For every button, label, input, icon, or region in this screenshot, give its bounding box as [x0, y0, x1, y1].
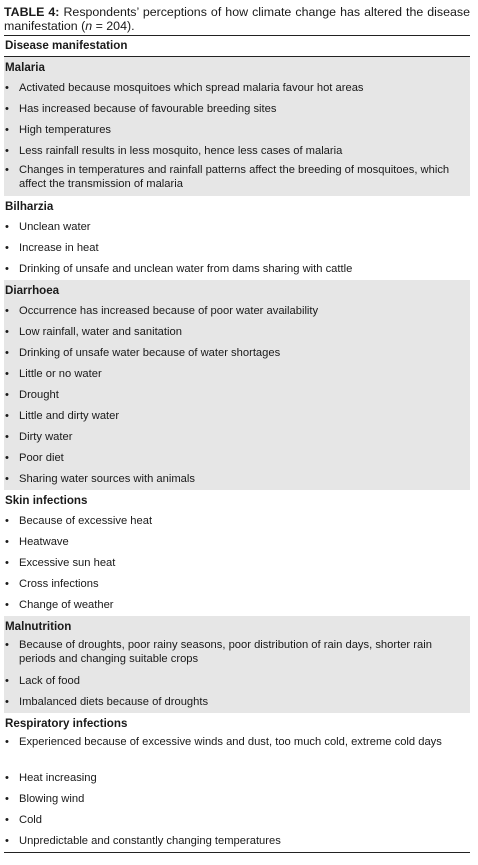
list-item — [5, 831, 470, 852]
list-item — [5, 78, 470, 99]
list-item — [5, 385, 470, 406]
list-item — [5, 141, 470, 162]
bullet-icon: • — [5, 388, 9, 401]
bullet-icon: • — [5, 346, 9, 359]
list-item-text: Poor diet — [19, 451, 64, 464]
bullet-icon: • — [5, 834, 9, 847]
table-label: TABLE 4: — [4, 5, 60, 19]
list-item — [5, 238, 470, 259]
list-item — [5, 671, 470, 692]
list-item-text: Less rainfall results in less mosquito, hence less cases of malaria — [19, 144, 343, 157]
bullet-icon: • — [5, 164, 9, 176]
section-skin-infections — [4, 490, 470, 616]
list-item-text: Changes in temperatures and rainfall patterns affect the breeding of mosquitoes, which affect the transmission of malaria — [19, 164, 450, 190]
caption-text-end: = 204). — [92, 19, 135, 33]
list-item-text: Excessive sun heat — [19, 556, 116, 569]
list-item — [5, 469, 470, 490]
bullet-icon: • — [5, 736, 9, 748]
list-item — [5, 532, 470, 553]
list-item-text: Experienced because of excessive winds and dust, too much cold, extreme cold days — [19, 736, 442, 748]
list-item-text: Little or no water — [19, 367, 102, 380]
list-item-text: Unpredictable and constantly changing temperatures — [19, 834, 281, 847]
bullet-icon: • — [5, 535, 9, 548]
list-item-text: Increase in heat — [19, 241, 99, 254]
bullet-icon: • — [5, 304, 9, 317]
column-header: Disease manifestation — [5, 39, 128, 52]
bullet-icon: • — [5, 430, 9, 443]
section-malaria — [4, 57, 470, 196]
list-item — [5, 259, 470, 280]
bullet-icon: • — [5, 792, 9, 805]
list-item — [5, 343, 470, 364]
list-item-text: Blowing wind — [19, 792, 85, 805]
list-item — [5, 301, 470, 322]
list-item — [5, 692, 470, 713]
section-title: Skin infections — [5, 494, 88, 507]
list-item-text: Low rainfall, water and sanitation — [19, 325, 182, 338]
bullet-icon: • — [5, 771, 9, 784]
list-item — [5, 810, 470, 831]
bottom-rule — [4, 852, 470, 853]
bullet-icon: • — [5, 102, 9, 115]
bullet-icon: • — [5, 451, 9, 464]
list-item — [5, 511, 470, 532]
section-title: Bilharzia — [5, 200, 54, 213]
list-item — [5, 427, 470, 448]
list-item — [5, 789, 470, 810]
bullet-icon: • — [5, 472, 9, 485]
bullet-icon: • — [5, 695, 9, 708]
list-item — [5, 99, 470, 120]
list-item — [5, 217, 470, 238]
bullet-icon: • — [5, 556, 9, 569]
bullet-icon: • — [5, 577, 9, 590]
list-item-text: Heat increasing — [19, 771, 97, 784]
list-item-text: Cross infections — [19, 577, 99, 590]
list-item-text: Occurrence has increased because of poor water availability — [19, 304, 319, 317]
list-item-text: Dirty water — [19, 430, 73, 443]
list-item — [5, 448, 470, 469]
list-item-text: Unclean water — [19, 220, 91, 233]
list-item-text: Because of excessive heat — [19, 514, 153, 527]
section-title: Malnutrition — [5, 620, 72, 633]
list-item-text: Sharing water sources with animals — [19, 472, 195, 485]
list-item-text: Drinking of unsafe water because of water shortages — [19, 346, 281, 359]
bullet-icon: • — [5, 325, 9, 338]
list-item-text: Heatwave — [19, 535, 69, 548]
bullet-icon: • — [5, 81, 9, 94]
bullet-icon: • — [5, 220, 9, 233]
section-title: Malaria — [5, 61, 45, 74]
list-item-text: Activated because mosquitoes which spread malaria favour hot areas — [19, 81, 364, 94]
list-item-text: Because of droughts, poor rainy seasons, poor distribution of rain days, shorter rain periods and changing suitable crops — [19, 639, 432, 665]
list-item — [5, 553, 470, 574]
list-item — [5, 768, 470, 789]
list-item-text: High temperatures — [19, 123, 112, 136]
section-title: Respiratory infections — [5, 717, 128, 730]
bullet-icon: • — [5, 598, 9, 611]
list-item — [5, 364, 470, 385]
bullet-icon: • — [5, 813, 9, 826]
caption-text: Respondents’ perceptions of how climate change has altered the disease manifestation ( — [4, 5, 470, 33]
list-item — [5, 734, 470, 768]
list-item — [5, 406, 470, 427]
bullet-icon: • — [5, 674, 9, 687]
list-item-text: Has increased because of favourable breeding sites — [19, 102, 277, 115]
list-item — [5, 322, 470, 343]
section-respiratory-infections — [4, 713, 470, 852]
bullet-icon: • — [5, 367, 9, 380]
section-diarrhoea — [4, 280, 470, 490]
bullet-icon: • — [5, 639, 9, 651]
list-item-text: Drought — [19, 388, 59, 401]
list-item-text: Lack of food — [19, 674, 80, 687]
list-item-text: Drinking of unsafe and unclean water from dams sharing with cattle — [19, 262, 353, 275]
caption-n-symbol: n — [85, 19, 93, 33]
section-malnutrition — [4, 616, 470, 713]
table-container — [4, 0, 470, 853]
list-item-text: Little and dirty water — [19, 409, 120, 422]
list-item — [5, 120, 470, 141]
list-item-text: Cold — [19, 813, 43, 826]
bullet-icon: • — [5, 409, 9, 422]
list-item — [5, 162, 470, 196]
section-title: Diarrhoea — [5, 284, 60, 297]
table-caption — [4, 5, 470, 33]
list-item-text: Imbalanced diets because of droughts — [19, 695, 209, 708]
bullet-icon: • — [5, 262, 9, 275]
bullet-icon: • — [5, 123, 9, 136]
list-item — [5, 637, 470, 671]
bullet-icon: • — [5, 514, 9, 527]
table-body — [4, 57, 470, 852]
list-item — [5, 595, 470, 616]
section-bilharzia — [4, 196, 470, 280]
bullet-icon: • — [5, 144, 9, 157]
list-item — [5, 574, 470, 595]
list-item-text: Change of weather — [19, 598, 114, 611]
bullet-icon: • — [5, 241, 9, 254]
